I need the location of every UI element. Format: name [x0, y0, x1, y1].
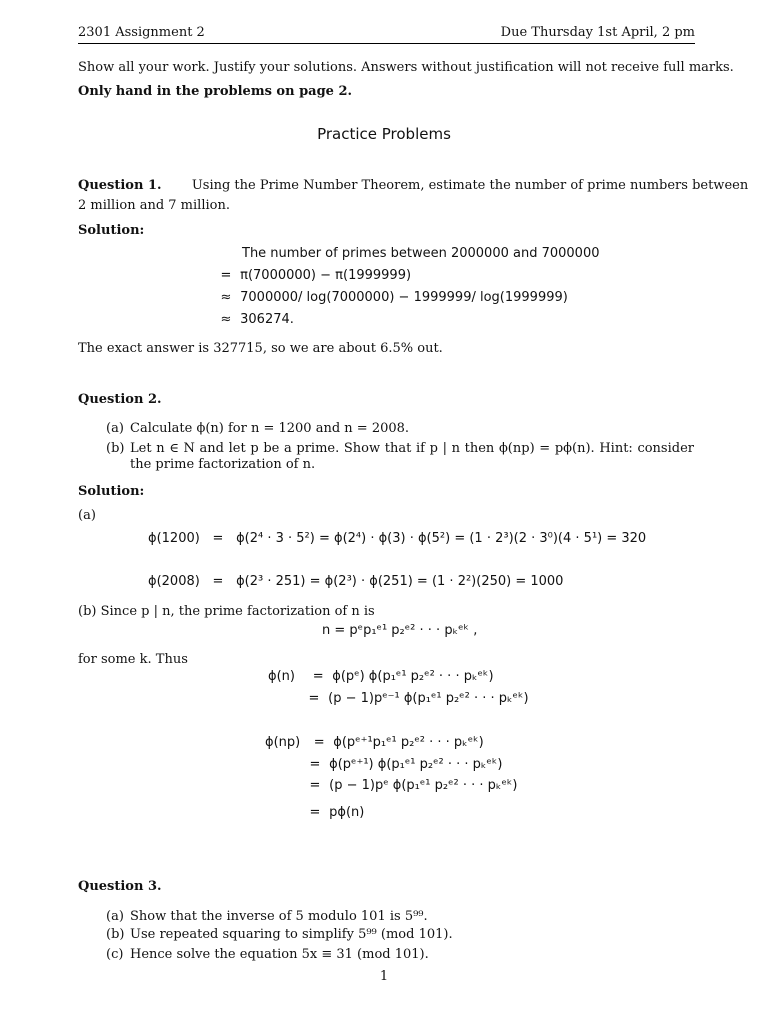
- question-1-label: Question 1.: [78, 178, 162, 193]
- header-rule: [78, 43, 695, 44]
- question-2-solution-part-a: (a): [78, 508, 96, 523]
- phi-1200-equation: ϕ(1200) = ϕ(2⁴ · 3 · 5²) = ϕ(2⁴) · ϕ(3) · ϕ(5²) = (1 · 2³)(2 · 3⁰)(4 · 5¹) = 320: [148, 531, 647, 546]
- phi-np-line-4: = pϕ(n): [309, 805, 365, 820]
- phi-n-line-2: = (p − 1)pᵉ⁻¹ ϕ(p₁ᵉ¹ p₂ᵉ² · · · pₖᵉᵏ): [308, 691, 529, 706]
- for-some-k: for some k. Thus: [78, 652, 188, 667]
- intro-instructions: Show all your work. Justify your solutions. Answers without justification will not receive full marks.: [78, 60, 734, 75]
- phi-2008-equation: ϕ(2008) = ϕ(2³ · 251) = ϕ(2³) · ϕ(251) = (1 · 2²)(250) = 1000: [148, 574, 564, 589]
- question-1-text-cont: 2 million and 7 million.: [78, 198, 230, 213]
- question-3-part-a: (a) Show that the inverse of 5 modulo 101 is 5⁹⁹.: [106, 909, 428, 924]
- q1-eq-line-2: ≈ 7000000/ log(7000000) − 1999999/ log(1999999): [220, 290, 568, 305]
- question-2-part-b: (b) Let n ∈ N and let p be a prime. Show that if p | n then ϕ(np) = pϕ(n). Hint: consider the prime factorization of n.: [106, 441, 694, 472]
- q1-eq-line-0: The number of primes between 2000000 and 7000000: [242, 246, 600, 261]
- question-3-part-c: (c) Hence solve the equation 5x ≡ 31 (mod 101).: [106, 947, 429, 962]
- phi-np-line-2: = ϕ(pᵉ⁺¹) ϕ(p₁ᵉ¹ p₂ᵉ² · · · pₖᵉᵏ): [309, 757, 503, 772]
- header-due-date: Due Thursday 1st April, 2 pm: [500, 25, 695, 40]
- q1-eq-line-1: = π(7000000) − π(1999999): [220, 268, 412, 283]
- question-2-solution-label: Solution:: [78, 484, 145, 499]
- question-2-part-a: (a) Calculate ϕ(n) for n = 1200 and n = 2008.: [106, 421, 410, 436]
- question-2-solution-part-b: (b) Since p | n, the prime factorization of n is: [78, 604, 375, 619]
- phi-np-line-1: ϕ(np) = ϕ(pᵉ⁺¹p₁ᵉ¹ p₂ᵉ² · · · pₖᵉᵏ): [265, 735, 484, 750]
- n-factorization: n = pᵉp₁ᵉ¹ p₂ᵉ² · · · pₖᵉᵏ ,: [322, 623, 478, 638]
- intro-hand-in: Only hand in the problems on page 2.: [78, 84, 353, 99]
- question-1-solution-label: Solution:: [78, 223, 145, 238]
- question-1-answer: The exact answer is 327715, so we are about 6.5% out.: [78, 341, 443, 356]
- q1-eq-line-3: ≈ 306274.: [220, 312, 294, 327]
- question-3-label: Question 3.: [78, 879, 162, 894]
- question-2-label: Question 2.: [78, 392, 162, 407]
- header-course: 2301 Assignment 2: [78, 25, 205, 40]
- phi-np-line-3: = (p − 1)pᵉ ϕ(p₁ᵉ¹ p₂ᵉ² · · · pₖᵉᵏ): [309, 778, 518, 793]
- page-number: 1: [379, 969, 389, 984]
- question-1-text: Using the Prime Number Theorem, estimate the number of prime numbers between: [191, 178, 749, 193]
- question-3-part-b: (b) Use repeated squaring to simplify 5⁹⁹ (mod 101).: [106, 927, 453, 942]
- phi-n-line-1: ϕ(n) = ϕ(pᵉ) ϕ(p₁ᵉ¹ p₂ᵉ² · · · pₖᵉᵏ): [268, 669, 494, 684]
- section-title: Practice Problems: [317, 125, 451, 143]
- question-1: [78, 178, 748, 193]
